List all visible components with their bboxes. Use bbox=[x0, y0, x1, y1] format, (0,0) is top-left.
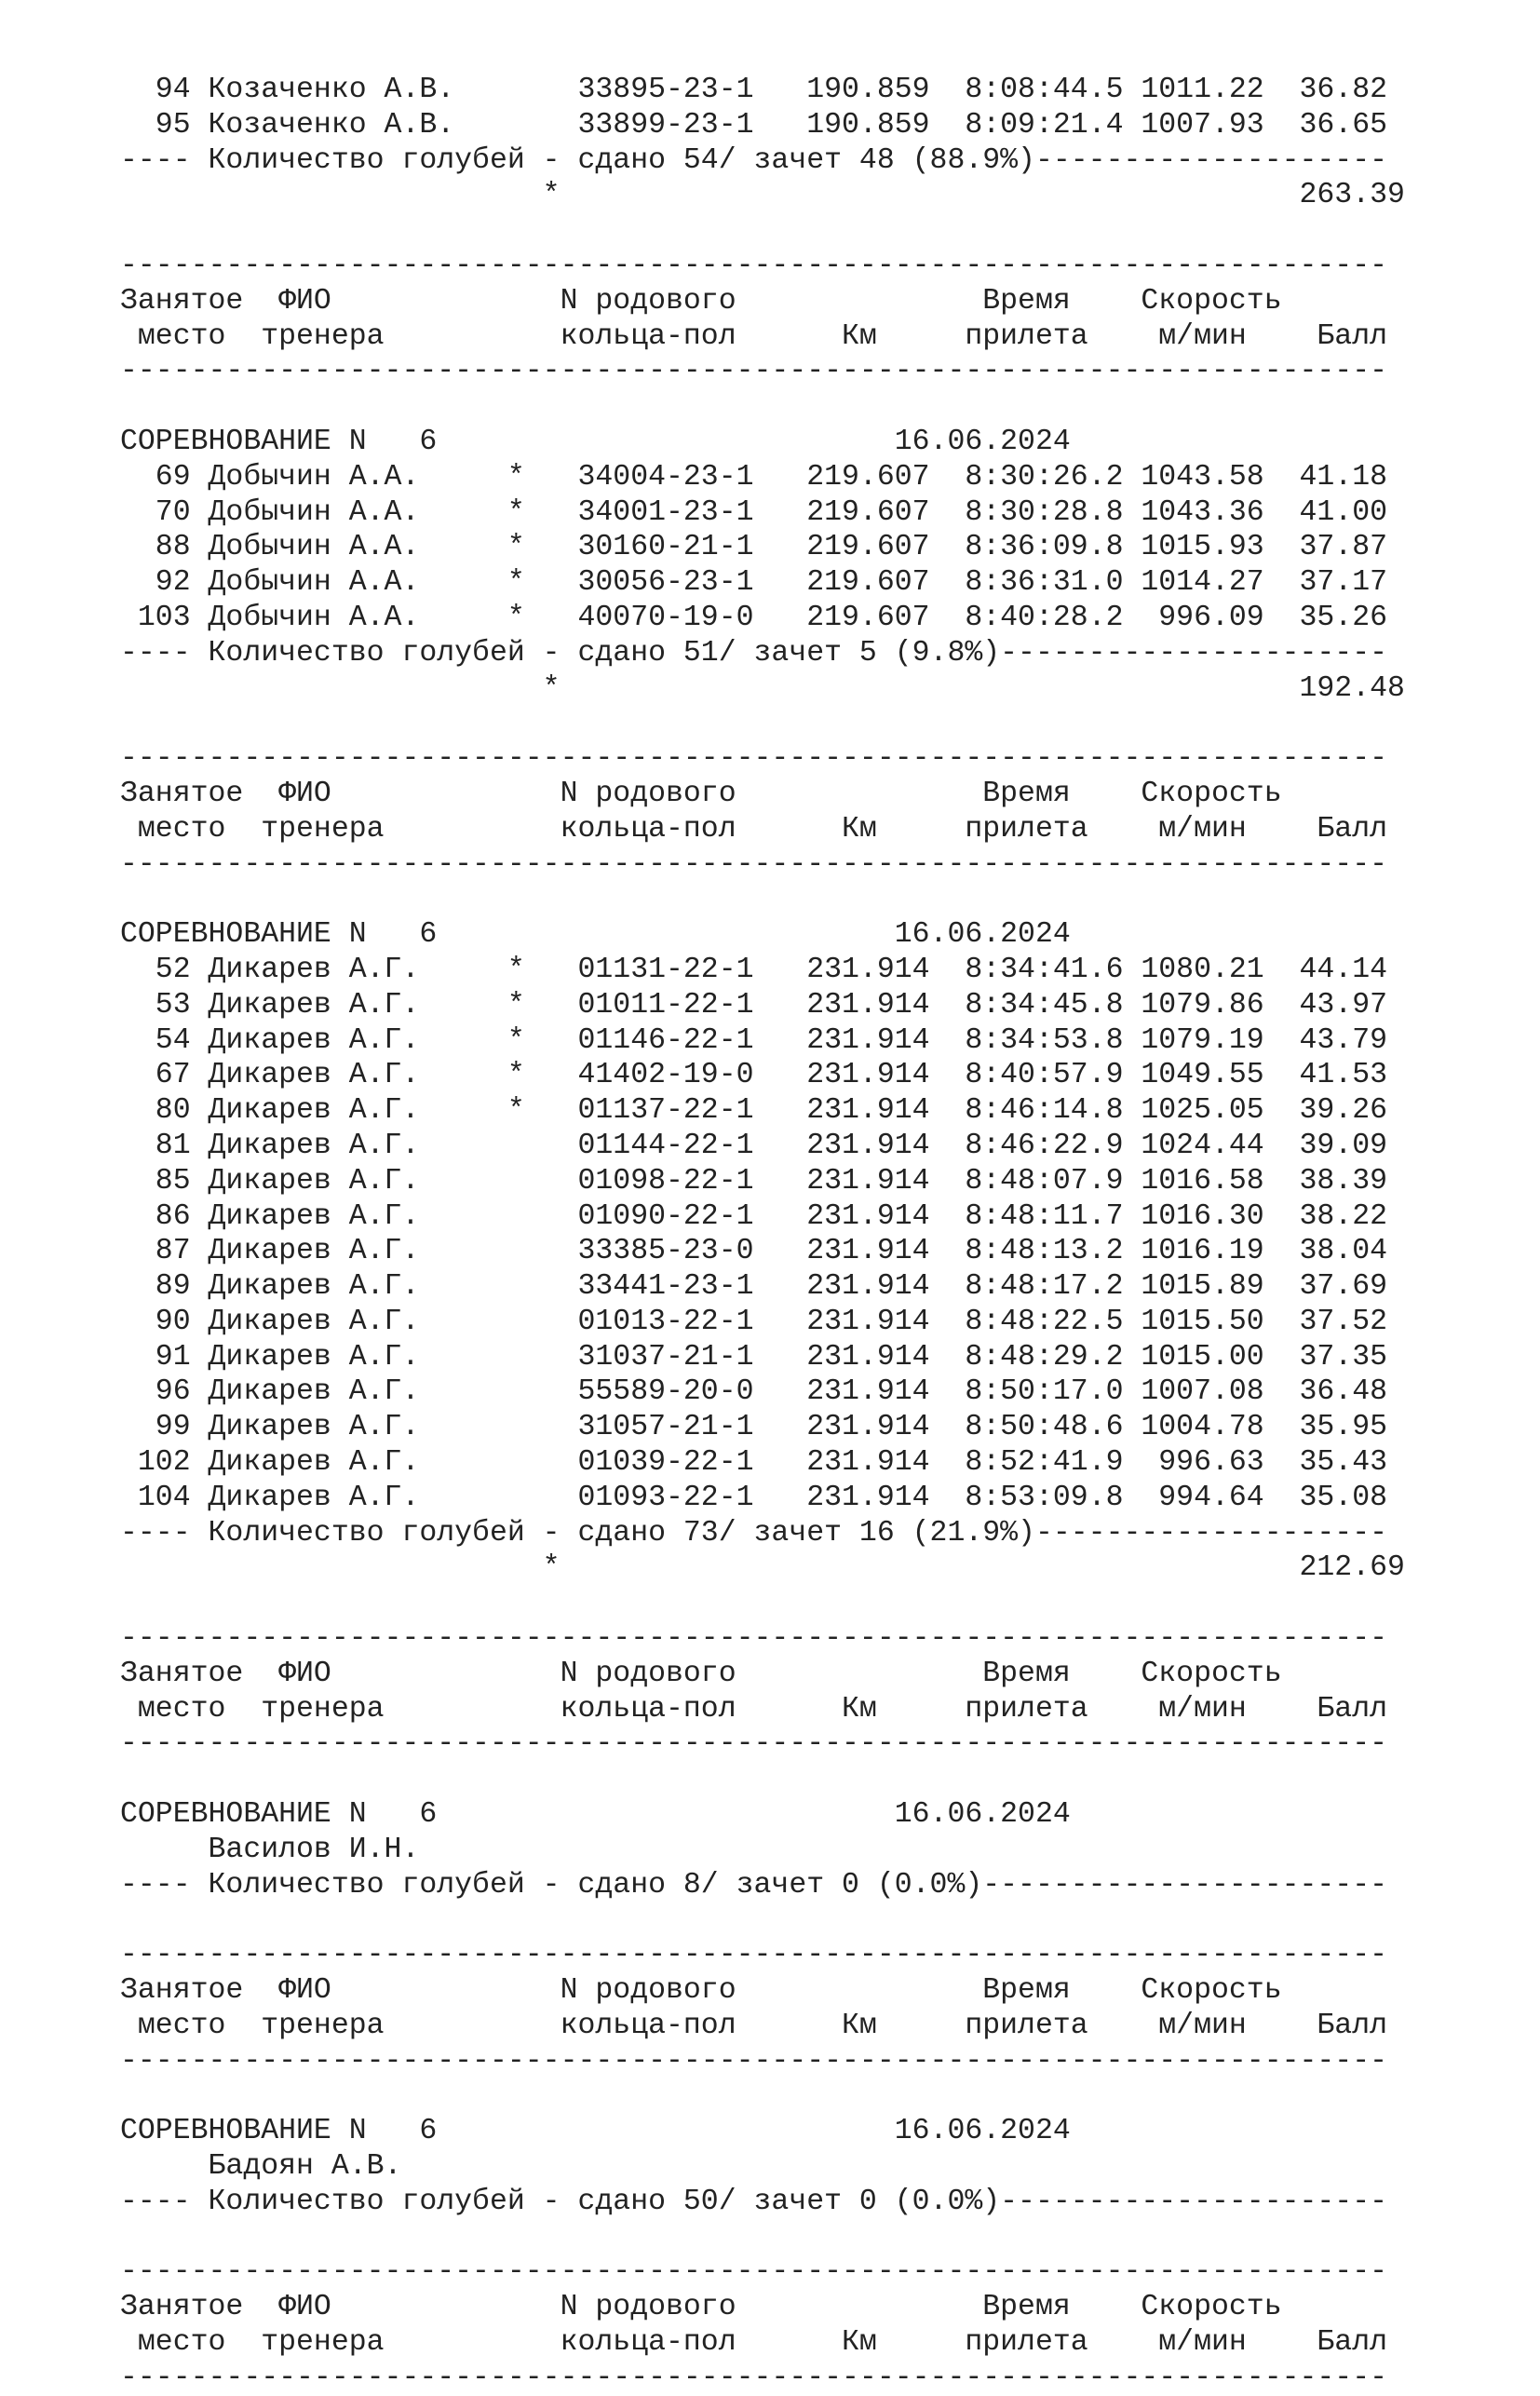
result-row: 69 Добычин А.А. * 34004-23-1 219.607 8:30:26.2 1043.58 41.18 bbox=[120, 460, 1388, 494]
result-row: 80 Дикарев А.Г. * 01137-22-1 231.914 8:46:14.8 1025.05 39.26 bbox=[120, 1094, 1388, 1128]
result-row: 81 Дикарев А.Г. 01144-22-1 231.914 8:46:22.9 1024.44 39.09 bbox=[120, 1129, 1388, 1162]
column-header-line: место тренера кольца-пол Км прилета м/мин Балл bbox=[120, 2326, 1388, 2359]
blank-line bbox=[120, 1586, 1405, 1621]
blank-line bbox=[120, 1762, 1405, 1797]
competition-header-line: СОРЕВНОВАНИЕ N 6 16.06.2024 bbox=[120, 1798, 1071, 1832]
total-score-line: * 263.39 bbox=[120, 179, 1405, 212]
blank-line bbox=[120, 882, 1405, 917]
result-row: 103 Добычин А.А. * 40070-19-0 219.607 8:40:28.2 996.09 35.26 bbox=[120, 601, 1388, 634]
competition-results-printout bbox=[120, 73, 1405, 2396]
result-row: 91 Дикарев А.Г. 31037-21-1 231.914 8:48:29.2 1015.00 37.35 bbox=[120, 1340, 1388, 1374]
result-row: 90 Дикарев А.Г. 01013-22-1 231.914 8:48:22.5 1015.50 37.52 bbox=[120, 1305, 1388, 1338]
summary-line: ---- Количество голубей - сдано 51/ зачет 5 (9.8%)---------------------- bbox=[120, 636, 1388, 670]
summary-line: ---- Количество голубей - сдано 8/ зачет 0 (0.0%)----------------------- bbox=[120, 1868, 1388, 1902]
result-row: 104 Дикарев А.Г. 01093-22-1 231.914 8:53:09.8 994.64 35.08 bbox=[120, 1481, 1388, 1514]
column-header-line: Занятое ФИО N родового Время Скорость bbox=[120, 2291, 1282, 2324]
result-row: 89 Дикарев А.Г. 33441-23-1 231.914 8:48:17.2 1015.89 37.69 bbox=[120, 1270, 1388, 1304]
blank-line bbox=[120, 2220, 1405, 2255]
result-row: 96 Дикарев А.Г. 55589-20-0 231.914 8:50:17.0 1007.08 36.48 bbox=[120, 1375, 1388, 1409]
result-row: 102 Дикарев А.Г. 01039-22-1 231.914 8:52:41.9 996.63 35.43 bbox=[120, 1446, 1388, 1480]
result-row: 67 Дикарев А.Г. * 41402-19-0 231.914 8:40:57.9 1049.55 41.53 bbox=[120, 1059, 1388, 1092]
total-score-line: * 212.69 bbox=[120, 1551, 1405, 1585]
separator-line: ------------------------------------------------------------------------ bbox=[120, 2361, 1388, 2394]
blank-line bbox=[120, 213, 1405, 249]
summary-line: ---- Количество голубей - сдано 73/ зачет 16 (21.9%)-------------------- bbox=[120, 1516, 1388, 1550]
blank-line bbox=[120, 2078, 1405, 2114]
result-row: 86 Дикарев А.Г. 01090-22-1 231.914 8:48:11.7 1016.30 38.22 bbox=[120, 1199, 1388, 1233]
separator-line: ------------------------------------------------------------------------ bbox=[120, 2044, 1388, 2078]
blank-line bbox=[120, 706, 1405, 741]
result-row: 88 Добычин А.А. * 30160-21-1 219.607 8:36:09.8 1015.93 37.87 bbox=[120, 531, 1388, 564]
column-header-line: место тренера кольца-пол Км прилета м/мин Балл bbox=[120, 812, 1388, 846]
result-row: 92 Добычин А.А. * 30056-23-1 219.607 8:36:31.0 1014.27 37.17 bbox=[120, 566, 1388, 600]
total-score-line: * 192.48 bbox=[120, 671, 1405, 705]
competition-header-line: СОРЕВНОВАНИЕ N 6 16.06.2024 bbox=[120, 918, 1071, 952]
result-row: 87 Дикарев А.Г. 33385-23-0 231.914 8:48:13.2 1016.19 38.04 bbox=[120, 1235, 1388, 1268]
result-row: 54 Дикарев А.Г. * 01146-22-1 231.914 8:34:53.8 1079.19 43.79 bbox=[120, 1023, 1388, 1057]
separator-line: ------------------------------------------------------------------------ bbox=[120, 249, 1388, 282]
column-header-line: Занятое ФИО N родового Время Скорость bbox=[120, 1657, 1282, 1690]
result-row: 85 Дикарев А.Г. 01098-22-1 231.914 8:48:07.9 1016.58 38.39 bbox=[120, 1164, 1388, 1198]
result-row: 95 Козаченко А.В. 33899-23-1 190.859 8:09:21.4 1007.93 36.65 bbox=[120, 108, 1388, 142]
result-row: Бадоян А.В. bbox=[120, 2150, 402, 2184]
competition-header-line: СОРЕВНОВАНИЕ N 6 16.06.2024 bbox=[120, 425, 1071, 458]
column-header-line: место тренера кольца-пол Км прилета м/мин Балл bbox=[120, 2009, 1388, 2042]
separator-line: ------------------------------------------------------------------------ bbox=[120, 847, 1388, 881]
result-row: 70 Добычин А.А. * 34001-23-1 219.607 8:30:28.8 1043.36 41.00 bbox=[120, 495, 1388, 529]
result-row: 94 Козаченко А.В. 33895-23-1 190.859 8:08:44.5 1011.22 36.82 bbox=[120, 74, 1388, 106]
column-header-line: Занятое ФИО N родового Время Скорость bbox=[120, 284, 1282, 318]
column-header-line: Занятое ФИО N родового Время Скорость bbox=[120, 1974, 1282, 2008]
column-header-line: Занятое ФИО N родового Время Скорость bbox=[120, 777, 1282, 810]
competition-header-line: СОРЕВНОВАНИЕ N 6 16.06.2024 bbox=[120, 2115, 1071, 2148]
separator-line: ------------------------------------------------------------------------ bbox=[120, 1939, 1388, 1972]
separator-line: ------------------------------------------------------------------------ bbox=[120, 1622, 1388, 1656]
separator-line: ------------------------------------------------------------------------ bbox=[120, 742, 1388, 776]
result-row: 53 Дикарев А.Г. * 01011-22-1 231.914 8:34:45.8 1079.86 43.97 bbox=[120, 988, 1388, 1022]
result-row: Василов И.Н. bbox=[120, 1833, 420, 1866]
summary-line: ---- Количество голубей - сдано 50/ зачет 0 (0.0%)---------------------- bbox=[120, 2185, 1388, 2218]
blank-line bbox=[120, 389, 1405, 425]
result-row: 52 Дикарев А.Г. * 01131-22-1 231.914 8:34:41.6 1080.21 44.14 bbox=[120, 953, 1388, 986]
separator-line: ------------------------------------------------------------------------ bbox=[120, 2255, 1388, 2289]
separator-line: ------------------------------------------------------------------------ bbox=[120, 355, 1388, 388]
separator-line: ------------------------------------------------------------------------ bbox=[120, 1727, 1388, 1761]
column-header-line: место тренера кольца-пол Км прилета м/мин Балл bbox=[120, 319, 1388, 353]
blank-line bbox=[120, 1902, 1405, 1938]
summary-line: ---- Количество голубей - сдано 54/ зачет 48 (88.9%)-------------------- bbox=[120, 143, 1388, 177]
column-header-line: место тренера кольца-пол Км прилета м/мин Балл bbox=[120, 1692, 1388, 1726]
result-row: 99 Дикарев А.Г. 31057-21-1 231.914 8:50:48.6 1004.78 35.95 bbox=[120, 1411, 1388, 1444]
